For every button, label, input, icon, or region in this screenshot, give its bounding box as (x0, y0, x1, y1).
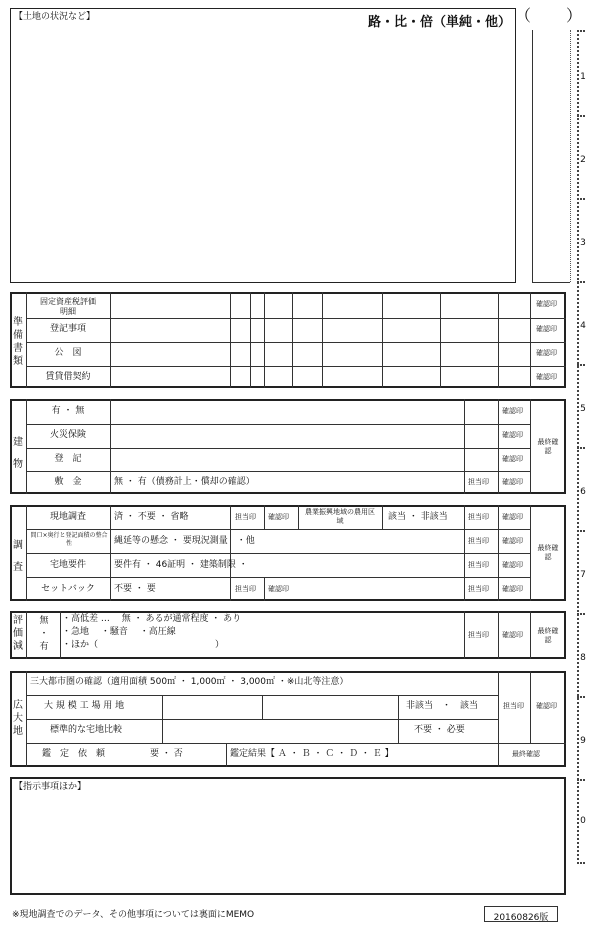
survey-frontage-options: 縄延等の懸念 ・ 要現況測量 ・他 (114, 536, 255, 546)
prep-row-label: 賃貸借契約 (45, 372, 91, 382)
ruler-mark: 9 (580, 736, 586, 746)
appraisal-label: 鑑 定 依 頼 (42, 749, 106, 759)
tanto-stamp: 担当印 (468, 478, 489, 486)
confirm-stamp: 確認印 (502, 478, 523, 486)
prep-row-label: 公 図 (54, 348, 82, 358)
land-status-label: 【土地の状況など】 (14, 12, 96, 22)
appraisal-options: 要 ・ 否 (150, 749, 183, 759)
final-confirm: 最終確認 (537, 438, 559, 455)
valuation-yes: 有 (39, 642, 49, 652)
building-row-label: 敷 金 (54, 477, 82, 487)
ruler-mark: 4 (580, 321, 586, 331)
tanto-stamp: 担当印 (503, 702, 524, 710)
valuation-dot: ・ (39, 629, 49, 639)
tanto-stamp: 担当印 (468, 537, 489, 545)
building-side-label: 建物 (13, 437, 23, 470)
survey-row-label: 宅地要件 (49, 560, 86, 570)
metro-check: 三大都市圏の確認（適用面積 500㎡ ・ 1,000㎡ ・ 3,000㎡ ・※山北等注意） (30, 677, 349, 687)
prep-row-label: 登記事項 (49, 324, 86, 334)
farm-area-label: 農業振興地域の農用区域 (305, 508, 375, 525)
survey-row-label: 現地調査 (49, 512, 86, 522)
prep-confirm-stamp: 確認印 (536, 373, 557, 381)
paren-close: ） (566, 6, 583, 25)
tanto-stamp: 担当印 (468, 631, 489, 639)
survey-residential-options: 要件有 ・ 46証明 ・ 建築制限 ・ (114, 560, 248, 570)
survey-site-options: 済 ・ 不要 ・ 省略 (114, 512, 189, 522)
confirm-stamp: 確認印 (502, 407, 523, 415)
building-row-label: 火災保険 (49, 430, 86, 440)
prep-confirm-stamp: 確認印 (536, 300, 557, 308)
footer-note: ※現地調査でのデータ、その他事項については裏面にMEMO (12, 910, 255, 920)
version-badge: 20160826版 (484, 906, 558, 922)
valuation-line: ・急地 ・騒音 ・高圧線 (62, 627, 176, 637)
ruler-mark: 0 (580, 816, 586, 826)
ruler-mark: 5 (580, 404, 586, 414)
ruler-mark: 1 (580, 72, 586, 82)
wide-row-label: 標準的な宅地比較 (50, 725, 123, 735)
ruler-mark: 7 (580, 570, 586, 580)
ruler-mark: 2 (580, 155, 586, 165)
confirm-stamp: 確認印 (268, 585, 289, 593)
prep-row-label: 固定資産税評価明細 (40, 297, 96, 316)
tanto-stamp: 担当印 (468, 561, 489, 569)
instructions-label: 【指示事項ほか】 (14, 782, 87, 792)
wide-row-label: 大 規 模 工 場 用 地 (44, 701, 125, 711)
confirm-stamp: 確認印 (268, 513, 289, 521)
ratio-title: 路・比・倍（単純・他） (368, 15, 512, 30)
valuation-none: 無 (39, 616, 49, 626)
tanto-stamp: 担当印 (468, 513, 489, 521)
farm-area-options: 該当 ・ 非該当 (388, 512, 448, 522)
confirm-stamp: 確認印 (502, 631, 523, 639)
building-row-label: 有 ・ 無 (51, 406, 85, 416)
ruler-mark: 3 (580, 238, 586, 248)
confirm-stamp: 確認印 (502, 513, 523, 521)
survey-row-label: セットバック (41, 584, 95, 594)
survey-setback-options: 不要 ・ 要 (114, 584, 156, 594)
deposit-options: 無 ・ 有（債務計上・償却の確認） (114, 477, 255, 487)
confirm-stamp: 確認印 (502, 537, 523, 545)
final-confirm: 最終確認 (537, 544, 559, 561)
prep-side-label: 準備書類 (13, 317, 23, 367)
final-confirm: 最終確認 (512, 750, 540, 758)
appraisal-result: 鑑定結果【 Ａ ・ Ｂ ・ Ｃ ・ Ｄ ・ Ｅ 】 (230, 749, 394, 759)
confirm-stamp: 確認印 (502, 585, 523, 593)
confirm-stamp: 確認印 (502, 431, 523, 439)
prep-confirm-stamp: 確認印 (536, 325, 557, 333)
tanto-stamp: 担当印 (235, 585, 256, 593)
building-row-label: 登 記 (54, 454, 82, 464)
confirm-stamp: 確認印 (536, 702, 557, 710)
confirm-stamp: 確認印 (502, 561, 523, 569)
final-confirm: 最終確認 (537, 627, 559, 644)
valuation-line: ・ほか（ ） (62, 640, 225, 650)
ruler-mark: 8 (580, 653, 586, 663)
tanto-stamp: 担当印 (468, 585, 489, 593)
survey-row-label: 間口×奥行と登記面積の整合性 (30, 532, 108, 547)
prep-confirm-stamp: 確認印 (536, 349, 557, 357)
survey-side-label: 調査 (13, 540, 23, 573)
valuation-side-label: 評価減 (13, 615, 23, 652)
wide-land-side-label: 広大地 (13, 700, 23, 737)
wide-row-options: 不要 ・ 必要 (414, 725, 465, 735)
wide-row-options: 非該当 ・ 該当 (406, 701, 479, 711)
ruler-mark: 6 (580, 487, 586, 497)
confirm-stamp: 確認印 (502, 455, 523, 463)
instructions-box (10, 777, 566, 895)
tanto-stamp: 担当印 (235, 513, 256, 521)
land-status-box (10, 8, 516, 283)
valuation-line: ・高低差 … 無 ・ あるが通常程度 ・ あり (62, 614, 242, 624)
paren-open: （ (515, 6, 532, 25)
